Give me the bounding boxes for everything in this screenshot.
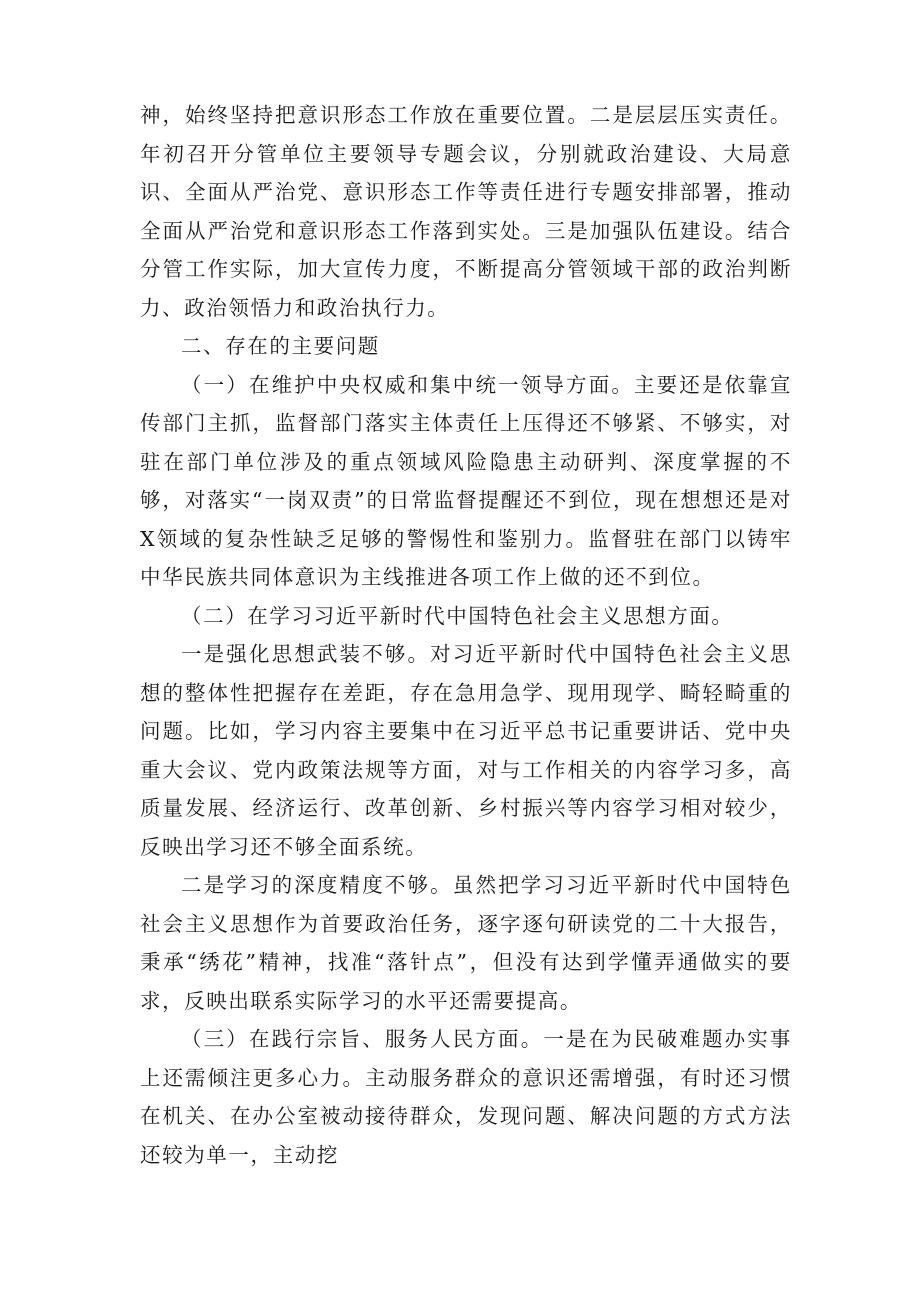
- paragraph-study-depth: 二是学习的深度精度不够。虽然把学习习近平新时代中国特色社会主义思想作为首要政治任务，逐字逐句研读党的二十大报告，秉承“绣花”精神，找准“落针点”，但没有达到学懂弄通做实的要求，反映出联系实际学习的水平还需要提高。: [140, 873, 792, 1013]
- paragraph-ideological-arming: 一是强化思想武装不够。对习近平新时代中国特色社会主义思想的整体性把握存在差距，存在急用急学、现用现学、畸轻畸重的问题。比如，学习内容主要集中在习近平总书记重要讲话、党中央重大会议、党内政策法规等方面，对与工作相关的内容学习多，高质量发展、经济运行、改革创新、乡村振兴等内容学习相对较少，反映出学习还不够全面系统。: [140, 642, 792, 859]
- paragraph-responsibility-continued: 神，始终坚持把意识形态工作放在重要位置。二是层层压实责任。年初召开分管单位主要领导专题会议，分别就政治建设、大局意识、全面从严治党、意识形态工作等责任进行专题安排部署，推动全面从严治党和意识形态工作落到实处。三是加强队伍建设。结合分管工作实际，加大宣传力度，不断提高分管领域干部的政治判断力、政治领悟力和政治执行力。: [140, 103, 792, 320]
- paragraph-central-authority: （一）在维护中央权威和集中统一领导方面。主要还是依靠宣传部门主抓，监督部门落实主体责任上压得还不够紧、不够实，对驻在部门单位涉及的重点领域风险隐患主动研判、深度掌握的不够，对落实“一岗双责”的日常监督提醒还不到位，现在想想还是对X领域的复杂性缺乏足够的警惕性和鉴别力。监督驻在部门以铸牢中华民族共同体意识为主线推进各项工作上做的还不到位。: [140, 372, 792, 589]
- section-heading-main-problems: 二、存在的主要问题: [181, 334, 380, 358]
- document-page: [140, 96, 792, 1174]
- paragraph-study-thought-heading: （二）在学习习近平新时代中国特色社会主义思想方面。: [181, 603, 734, 628]
- paragraph-serve-people: （三）在践行宗旨、服务人民方面。一是在为民破难题办实事上还需倾注更多心力。主动服务群众的意识还需增强，有时还习惯在机关、在办公室被动接待群众，发现问题、解决问题的方式方法还较为单一，主动挖: [140, 1027, 792, 1167]
